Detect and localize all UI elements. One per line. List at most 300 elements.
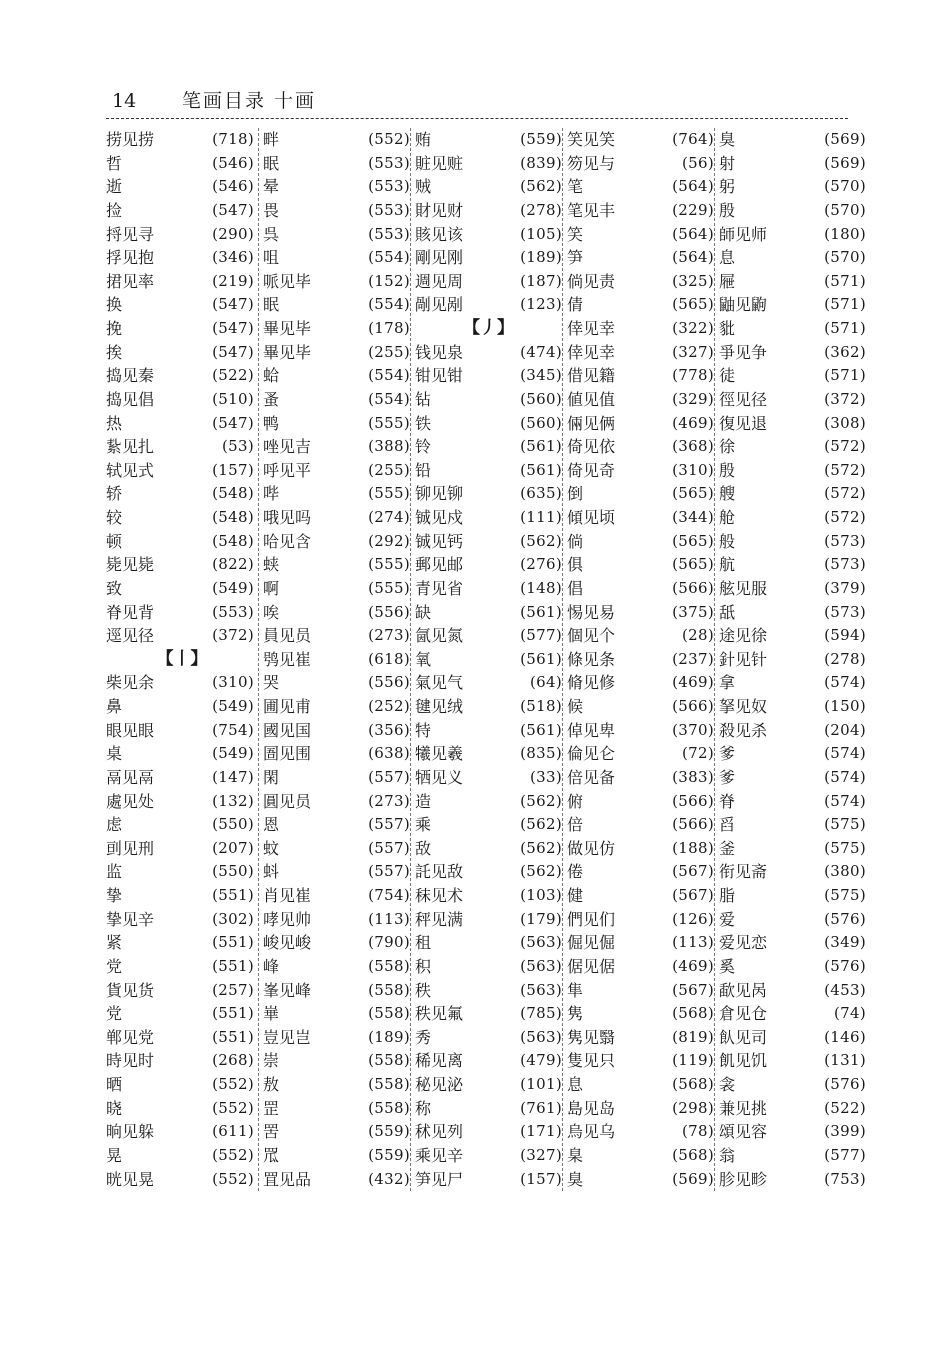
entry-page-ref: (559) [368,1122,410,1141]
entry-character: 铅 [415,460,432,480]
entry-character: 舷见服 [719,578,768,598]
entry-character: 隽 [567,1004,584,1024]
entry-page-ref: (346) [212,248,254,267]
entry-character: 拿 [719,673,736,693]
entry-character: 罝见品 [263,1169,312,1189]
entry-page-ref: (565) [672,295,714,314]
entry-character: 晃 [106,1145,123,1165]
entry-page-ref: (189) [368,1027,410,1046]
entry-page-ref: (552) [212,1169,254,1188]
entry-page-ref: (327) [672,342,714,361]
index-entry [567,1002,714,1026]
entry-page-ref: (565) [672,484,714,503]
index-entry [719,482,866,506]
entry-character: 挚见辛 [106,909,155,929]
entry-page-ref: (292) [368,531,410,550]
entry-character: 青见省 [415,578,464,598]
entry-character: 秩见氟 [415,1004,464,1024]
index-entry [567,837,714,861]
entry-page-ref: (574) [824,673,866,692]
entry-character: 員见员 [263,626,312,646]
index-entry [567,648,714,672]
index-entry [415,1049,562,1073]
index-entry [567,860,714,884]
entry-page-ref: (302) [212,909,254,928]
index-entry [263,482,410,506]
entry-page-ref: (546) [212,153,254,172]
entry-character: 刯见刑 [106,838,155,858]
index-entry [567,435,714,459]
entry-character: 畔 [263,130,280,149]
entry-page-ref: (380) [824,862,866,881]
entry-page-ref: (474) [520,342,562,361]
entry-page-ref: (547) [212,413,254,432]
index-entry [106,1073,258,1097]
entry-character: 氧 [415,649,432,669]
index-entry [415,671,562,695]
entry-character: 倘 [567,531,584,551]
entry-page-ref: (548) [212,531,254,550]
entry-character: 贿 [415,130,432,149]
index-entry [719,199,866,223]
entry-page-ref: (105) [520,224,562,243]
entry-page-ref: (572) [824,484,866,503]
entry-character: 哈见含 [263,531,312,551]
entry-character: 铆见铆 [415,484,464,504]
entry-page-ref: (560) [520,413,562,432]
entry-character: 舀 [719,815,736,835]
entry-page-ref: (564) [672,224,714,243]
index-entry [719,931,866,955]
entry-page-ref: (822) [212,555,254,574]
section-label: 【丿】 [463,318,514,338]
entry-character: 剮见剐 [415,295,464,315]
entry-character: 般 [719,531,736,551]
entry-character: 桌 [106,744,123,764]
index-entry [106,908,258,932]
entry-page-ref: (552) [212,1145,254,1164]
entry-character: 週见周 [415,271,464,291]
entry-page-ref: (571) [824,295,866,314]
entry-page-ref: (278) [824,649,866,668]
entry-page-ref: (469) [672,413,714,432]
index-entry [106,1144,258,1168]
index-entry [263,364,410,388]
index-entry [567,459,714,483]
index-entry [567,199,714,223]
entry-page-ref: (558) [368,1075,410,1093]
entry-page-ref: (562) [520,177,562,196]
index-entry [106,742,258,766]
index-entry [567,553,714,577]
entry-character: 飤见司 [719,1027,768,1047]
index-entry [415,1002,562,1026]
entry-character: 圄见围 [263,744,312,764]
entry-character: 倖见幸 [567,342,616,362]
index-entry [415,553,562,577]
entry-page-ref: (549) [212,697,254,715]
entry-page-ref: (510) [212,389,254,408]
index-entry [263,246,410,270]
entry-page-ref: (552) [212,1075,254,1093]
index-entry [567,979,714,1003]
entry-character: 晓 [106,1098,123,1118]
entry-page-ref: (558) [368,1051,410,1070]
entry-page-ref: (123) [520,295,562,314]
entry-character: 倚见奇 [567,460,616,480]
entry-page-ref: (558) [368,1098,410,1117]
index-entry [263,459,410,483]
index-entry [415,601,562,625]
index-entry [106,1120,258,1144]
entry-page-ref: (575) [824,838,866,857]
entry-character: 屜 [719,271,736,291]
index-entry [263,601,410,625]
entry-character: 倬见卑 [567,720,616,740]
index-entry [719,955,866,979]
entry-page-ref: (568) [672,1004,714,1023]
index-entry [719,860,866,884]
entry-page-ref: (571) [824,319,866,337]
entry-page-ref: (553) [368,224,410,243]
entry-character: 秫见列 [415,1122,464,1142]
index-entry [263,860,410,884]
index-entry [415,577,562,601]
entry-character: 峰 [263,956,280,976]
entry-page-ref: (552) [212,1098,254,1117]
index-entry [415,293,562,317]
entry-page-ref: (552) [368,130,410,148]
index-entry [567,1168,714,1192]
index-entry [719,908,866,932]
entry-character: 顿 [106,531,123,551]
index-entry [106,1002,258,1026]
index-entry [567,1144,714,1168]
entry-character: 時见时 [106,1051,155,1071]
entry-character: 造 [415,791,432,811]
index-entry [719,364,866,388]
index-entry [719,648,866,672]
entry-page-ref: (563) [520,980,562,999]
index-entry [106,482,258,506]
entry-character: 殺见杀 [719,720,768,740]
index-entry [106,813,258,837]
entry-character: 頌见容 [719,1122,768,1142]
index-entry [719,766,866,790]
index-entry [263,1073,410,1097]
index-entry [106,530,258,554]
entry-page-ref: (563) [520,933,562,952]
entry-character: 哌见毕 [263,271,312,291]
index-entry [263,388,410,412]
entry-page-ref: (554) [368,248,410,267]
entry-character: 倦 [567,862,584,882]
index-entry [106,931,258,955]
entry-page-ref: (325) [672,271,714,290]
entry-character: 较 [106,508,123,527]
entry-page-ref: (764) [672,130,714,148]
index-entry [415,1144,562,1168]
entry-page-ref: (562) [520,815,562,834]
entry-page-ref: (577) [520,626,562,645]
index-entry [719,1120,866,1144]
index-entry [567,908,714,932]
index-column [258,128,410,1191]
entry-page-ref: (575) [824,815,866,834]
entry-character: 郵见邮 [415,555,464,575]
entry-character: 铖见钙 [415,531,464,551]
entry-page-ref: (547) [212,342,254,361]
entry-page-ref: (576) [824,1075,866,1093]
entry-page-ref: (570) [824,200,866,219]
entry-page-ref: (237) [672,649,714,668]
section-marker [415,317,562,341]
index-entry [567,719,714,743]
index-column [410,128,562,1191]
entry-character: 监 [106,862,123,882]
entry-page-ref: (761) [520,1098,562,1117]
entry-character: 哮见帅 [263,909,312,929]
entry-character: 秤见满 [415,909,464,929]
entry-page-ref: (229) [672,200,714,219]
entry-character: 敖 [263,1075,280,1094]
index-entry [719,1049,866,1073]
index-entry [719,790,866,814]
entry-page-ref: (119) [672,1051,714,1070]
entry-page-ref: (553) [368,153,410,172]
entry-page-ref: (778) [672,366,714,385]
entry-character: 衔见斋 [719,862,768,882]
index-entry [567,412,714,436]
entry-character: 臭 [567,1169,584,1189]
entry-page-ref: (569) [824,130,866,148]
index-entry [567,1073,714,1097]
entry-character: 呼见平 [263,460,312,480]
entry-character: 倚见依 [567,437,616,457]
index-entry [567,364,714,388]
index-entry [719,601,866,625]
index-entry [567,152,714,176]
entry-character: 党 [106,956,123,976]
entry-character: 國见国 [263,720,312,740]
index-entry [106,341,258,365]
index-entry [567,293,714,317]
entry-character: 晕 [263,177,280,197]
entry-page-ref: (551) [212,933,254,952]
index-entry [263,553,410,577]
entry-character: 紧 [106,933,123,953]
entry-character: 隽见翳 [567,1027,616,1047]
entry-character: 捣见倡 [106,389,155,409]
entry-page-ref: (219) [212,271,254,290]
entry-character: 逝 [106,177,123,197]
index-entry [415,931,562,955]
index-entry [106,364,258,388]
entry-character: 牺见义 [415,767,464,787]
entry-character: 铖见戍 [415,508,464,527]
index-column [106,128,258,1191]
index-entry [415,1026,562,1050]
entry-character: 脂 [719,886,736,905]
entry-character: 舱 [719,508,736,527]
index-entry [263,1097,410,1121]
index-entry [567,270,714,294]
index-entry [415,979,562,1003]
entry-character: 笔 [567,177,584,197]
index-entry [263,1168,410,1192]
entry-character: 眼见眼 [106,720,155,740]
index-entry [106,412,258,436]
entry-page-ref: (362) [824,342,866,361]
entry-page-ref: (561) [520,602,562,621]
entry-character: 衾 [719,1075,736,1094]
index-entry [415,860,562,884]
entry-character: 躬 [719,177,736,197]
entry-character: 途见徐 [719,626,768,646]
entry-character: 租 [415,933,432,953]
index-entry [567,246,714,270]
entry-page-ref: (555) [368,578,410,597]
index-entry [719,530,866,554]
index-entry [263,152,410,176]
index-entry [263,1026,410,1050]
index-entry [263,671,410,695]
entry-character: 挨 [106,342,123,362]
entry-page-ref: (329) [672,389,714,408]
entry-page-ref: (257) [212,980,254,999]
entry-character: 託见敌 [415,862,464,882]
index-entry [415,459,562,483]
index-entry [415,341,562,365]
entry-page-ref: (546) [212,177,254,196]
entry-character: 舐 [719,602,736,622]
entry-page-ref: (33) [530,767,562,786]
index-entry [567,175,714,199]
entry-page-ref: (557) [368,862,410,881]
entry-character: 臬 [567,1145,584,1165]
entry-character: 値见值 [567,389,616,409]
index-entry [106,199,258,223]
index-entry [719,1026,866,1050]
index-entry [263,742,410,766]
index-entry [719,695,866,719]
entry-character: 倍 [567,815,584,835]
entry-character: 徒 [719,366,736,386]
entry-page-ref: (611) [212,1122,254,1141]
entry-character: 貨见货 [106,980,155,1000]
entry-character: 秩 [415,980,432,1000]
index-entry [567,128,714,152]
entry-character: 捃见率 [106,271,155,291]
entry-page-ref: (754) [368,886,410,904]
entry-page-ref: (131) [824,1051,866,1070]
entry-page-ref: (572) [824,437,866,456]
entry-page-ref: (179) [520,909,562,928]
index-entry [263,766,410,790]
entry-character: 虑 [106,815,123,835]
entry-character: 臭 [719,130,736,149]
index-entry [719,341,866,365]
entry-character: 俯 [567,791,584,811]
entry-character: 峯见峰 [263,980,312,1000]
index-entry [415,813,562,837]
entry-page-ref: (571) [824,271,866,290]
index-entry [719,246,866,270]
entry-page-ref: (255) [368,342,410,361]
index-entry [567,388,714,412]
entry-page-ref: (555) [368,484,410,503]
entry-character: 徐 [719,437,736,457]
entry-page-ref: (785) [520,1004,562,1023]
entry-page-ref: (204) [824,720,866,739]
entry-character: 處见处 [106,791,155,811]
entry-page-ref: (322) [672,319,714,337]
entry-character: 惕见易 [567,602,616,622]
index-entry [415,270,562,294]
index-entry [263,412,410,436]
index-entry [567,1026,714,1050]
entry-character: 捣见秦 [106,366,155,386]
index-entry [263,624,410,648]
entry-page-ref: (551) [212,1027,254,1046]
index-entry [106,152,258,176]
index-entry [567,601,714,625]
entry-character: 犧见羲 [415,744,464,764]
entry-page-ref: (573) [824,531,866,550]
entry-character: 蚪 [263,862,280,882]
entry-character: 挚 [106,886,123,905]
index-entry [106,553,258,577]
entry-page-ref: (290) [212,224,254,243]
entry-page-ref: (561) [520,437,562,456]
entry-character: 挽 [106,319,123,338]
index-entry [719,837,866,861]
entry-page-ref: (790) [368,933,410,952]
index-entry [106,246,258,270]
entry-page-ref: (551) [212,956,254,975]
entry-page-ref: (559) [368,1145,410,1164]
entry-page-ref: (561) [520,649,562,668]
entry-character: 咀 [263,248,280,268]
entry-character: 捋见寻 [106,224,155,244]
entry-page-ref: (388) [368,437,410,456]
index-entry [106,223,258,247]
entry-character: 蛤 [263,366,280,386]
entry-character: 蛱 [263,555,280,575]
entry-character: 晒 [106,1075,123,1094]
entry-page-ref: (551) [212,886,254,904]
entry-character: 倨见倨 [567,956,616,976]
index-entry [567,790,714,814]
index-entry [106,860,258,884]
index-entry [106,506,258,530]
entry-page-ref: (570) [824,248,866,267]
index-entry [106,1097,258,1121]
entry-page-ref: (550) [212,862,254,881]
index-entry [719,223,866,247]
index-entry [719,1002,866,1026]
index-entry [719,175,866,199]
entry-character: 爱见恋 [719,933,768,953]
index-entry [106,719,258,743]
entry-character: 敌 [415,838,432,858]
entry-page-ref: (379) [824,578,866,597]
entry-character: 捊见抱 [106,248,155,268]
entry-character: 殷 [719,200,736,220]
entry-character: 笔见丰 [567,200,616,220]
entry-character: 哭 [263,673,280,693]
entry-character: 歃见呙 [719,980,768,1000]
